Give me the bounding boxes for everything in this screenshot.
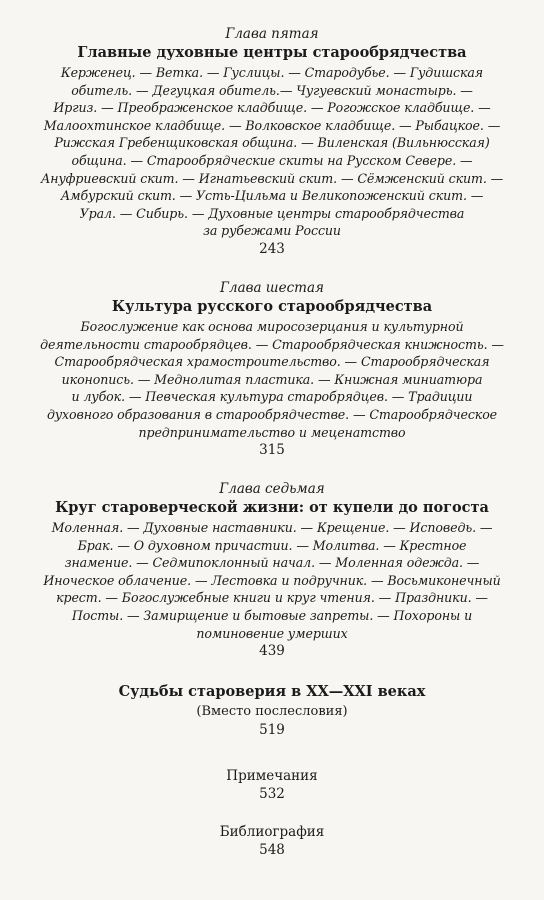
- notes-title: Примечания: [226, 768, 318, 785]
- description-line: Урал. — Сибирь. — Духовные центры старообрядчества: [79, 205, 465, 221]
- chapter-title: Круг староверческой жизни: от купели до погоста: [55, 499, 489, 517]
- description-line: Брак. — О духовном причастии. — Молитва. — Крестное: [77, 537, 467, 553]
- description-line: деятельности старообрядцев. — Старообрядческая книжность. —: [40, 336, 504, 352]
- page-number: 519: [259, 722, 285, 739]
- page-number: 532: [259, 786, 285, 803]
- chapter-7: [40, 481, 504, 660]
- description-line: Керженец. — Ветка. — Гуслицы. — Стародубье. — Гудишская: [60, 65, 484, 80]
- chapter-label: Глава седьмая: [219, 481, 325, 498]
- description-line: обитель. — Дегуцкая обитель.— Чугуевский монастырь. —: [71, 82, 473, 98]
- description-line: Рижская Гребенщиковская община. — Виленская (Вильнюсская): [54, 135, 490, 151]
- afterword-entry: [40, 682, 504, 739]
- chapter-6: [40, 280, 504, 459]
- page-number: 315: [259, 442, 285, 459]
- description-line: Старообрядческая храмостроительство. — Старообрядческая: [54, 354, 490, 370]
- description-line: духовного образования в старообрядчестве. — Старообрядческое: [46, 406, 498, 422]
- description-line: Иноческое облачение. — Лестовка и подручник. — Восьмиконечный: [43, 572, 501, 588]
- notes-entry: [40, 767, 504, 803]
- bibliography-entry: [40, 823, 504, 859]
- page-number: 243: [259, 240, 285, 257]
- chapter-label: Глава пятая: [225, 26, 319, 42]
- description-line: Ануфриевский скит. — Игнатьевский скит. — Сёмженский скит. —: [40, 170, 504, 186]
- bibliography-title: Библиография: [219, 824, 325, 841]
- chapter-description: [40, 318, 504, 441]
- description-line: Иргиз. — Преображенское кладбище. — Рогожское кладбище. —: [53, 100, 491, 116]
- description-line: за рубежами России: [203, 223, 341, 239]
- page-number: 439: [259, 643, 285, 660]
- description-line: иконопись. — Меднолитая пластика. — Книжная миниатюра: [61, 371, 483, 387]
- description-line: и лубок. — Певческая культура старобрядцев. — Традиции: [71, 389, 473, 405]
- afterword-title: Судьбы староверия в XX—XXI веках: [118, 683, 426, 701]
- description-line: Малоохтинское кладбище. — Волковское кладбище. — Рыбацкое. —: [43, 117, 501, 133]
- chapter-title: Культура русского старообрядчества: [111, 297, 433, 315]
- page-number: 548: [259, 842, 285, 859]
- chapter-description: [40, 64, 504, 240]
- chapter-description: [40, 519, 504, 642]
- afterword-subtitle: (Вместо послесловия): [196, 704, 348, 720]
- description-line: крест. — Богослужебные книги и круг чтения. — Праздники. —: [56, 590, 488, 606]
- description-line: предпринимательство и меценатство: [138, 424, 406, 440]
- chapter-5: [40, 26, 504, 258]
- description-line: знамение. — Седмипоклонный начал. — Моленная одежда. —: [64, 555, 480, 571]
- description-line: Амбурский скит. — Усть-Цильма и Великопоженский скит. —: [60, 188, 484, 204]
- description-line: Богослужение как основа миросозерцания и культурной: [80, 318, 464, 334]
- description-line: община. — Старообрядческие скиты на Русском Севере. —: [71, 152, 473, 168]
- chapter-label: Глава шестая: [220, 279, 324, 296]
- description-line: Моленная. — Духовные наставники. — Крещение. — Исповедь. —: [51, 520, 493, 536]
- chapter-title: Главные духовные центры старообрядчества: [77, 44, 467, 61]
- description-line: поминовение умерших: [196, 625, 348, 641]
- description-line: Посты. — Замирщение и бытовые запреты. — Похороны и: [71, 608, 473, 624]
